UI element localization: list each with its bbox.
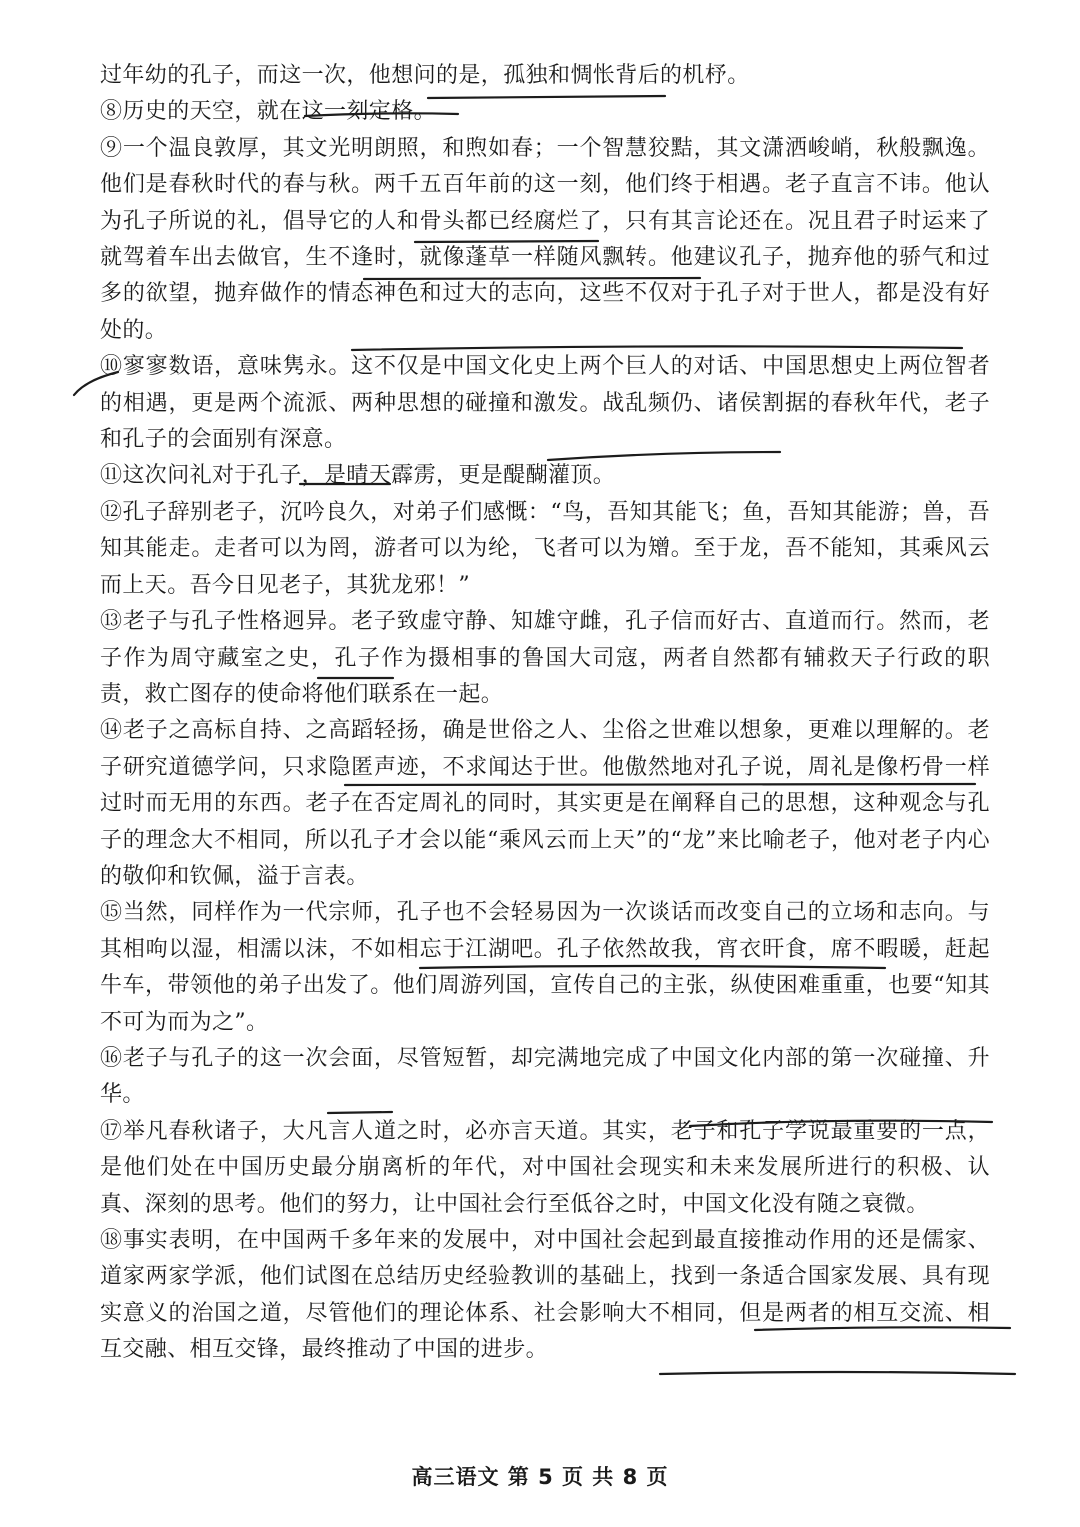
paragraph-12: ⑫孔子辞别老子，沉吟良久，对弟子们感慨：“鸟，吾知其能飞；鱼，吾知其能游；兽，吾知其能走。走者可以为罔，游者可以为纶，飞者可以为矰。至于龙，吾不能知，其乘风云而上天。吾今日见老子，其犹龙邪！”: [100, 499, 990, 598]
paragraph-18: ⑱事实表明，在中国两千多年来的发展中，对中国社会起到最直接推动作用的还是儒家、道家两家学派，他们试图在总结历史经验教训的基础上，找到一条适合国家发展、具有现实意义的治国之道，尽管他们的理论体系、社会影响大不相同，但是两者的相互交流、相互交融、相互交锋，最终推动了中国的进步。: [100, 1228, 990, 1363]
paragraph-13: ⑬老子与孔子性格迥异。老子致虚守静、知雄守雌，孔子信而好古、直道而行。然而，老子作为周守藏室之史，孔子作为摄相事的鲁国大司寇，两者自然都有辅救天子行政的职责，救亡图存的使命将他们联系在一起。: [100, 609, 990, 707]
paragraph-10: ⑩寥寥数语，意味隽永。这不仅是中国文化史上两个巨人的对话、中国思想史上两位智者的相遇，更是两个流派、两种思想的碰撞和激发。战乱频仍、诸侯割据的春秋年代，老子和孔子的会面别有深意。: [100, 354, 990, 453]
page-footer: 高三语文 第 5 页 共 8 页: [411, 1465, 669, 1489]
paragraph-9: ⑨一个温良敦厚，其文光明朗照，和煦如春；一个智慧狡黠，其文潇洒峻峭，秋般飘逸。他们是春秋时代的春与秋。两千五百年前的这一刻，他们终于相遇。老子直言不讳。他认为孔子所说的礼，倡导它的人和骨头都已经腐烂了，只有其言论还在。况且君子时运来了就驾着车出去做官，生不逢时，就像蓬草一样随风飘转。他建议孔子，抛弃他的骄气和过多的欲望，抛弃做作的情态神色和过大的志向，这些不仅对于孔子对于世人，都是没有好处的。: [100, 135, 990, 343]
page-body: [100, 58, 990, 1369]
paragraph-continuation: 过年幼的孔子，而这一次，他想问的是，孤独和惆怅背后的机杼。: [100, 63, 750, 88]
paragraph-15: ⑮当然，同样作为一代宗师，孔子也不会轻易因为一次谈话而改变自己的立场和志向。与其相呴以湿，相濡以沫，不如相忘于江湖吧。孔子依然故我，宵衣旰食，席不暇暖，赶起牛车，带领他的弟子出发了。他们周游列国，宣传自己的主张，纵使困难重重，也要“知其不可为而为之”。: [100, 900, 990, 1035]
underline-mark: [660, 1372, 1015, 1374]
paragraph-14: ⑭老子之高标自持、之高蹈轻扬，确是世俗之人、尘俗之世难以想象，更难以理解的。老子研究道德学问，只求隐匿声迹，不求闻达于世。他傲然地对孔子说，周礼是像朽骨一样过时而无用的东西。老子在否定周礼的同时，其实更是在阐释自己的思想，这种观念与孔子的理念大不相同，所以孔子才会以能“乘风云而上天”的“龙”来比喻老子，他对老子内心的敬仰和钦佩，溢于言表。: [100, 718, 990, 889]
paragraph-11: ⑪这次问礼对于孔子，是晴天霹雳，更是醍醐灌顶。: [100, 463, 616, 489]
paragraph-16: ⑯老子与孔子的这一次会面，尽管短暂，却完满地完成了中国文化内部的第一次碰撞、升华。: [100, 1045, 990, 1108]
paragraph-17: ⑰举凡春秋诸子，大凡言人道之时，必亦言天道。其实，老子和孔子学说最重要的一点，是他们处在中国历史最分崩离析的年代，对中国社会现实和未来发展所进行的积极、认真、深刻的思考。他们的努力，让中国社会行至低谷之时，中国文化没有随之衰微。: [100, 1118, 990, 1217]
paragraph-8: ⑧历史的天空，就在这一刻定格。: [100, 99, 437, 125]
